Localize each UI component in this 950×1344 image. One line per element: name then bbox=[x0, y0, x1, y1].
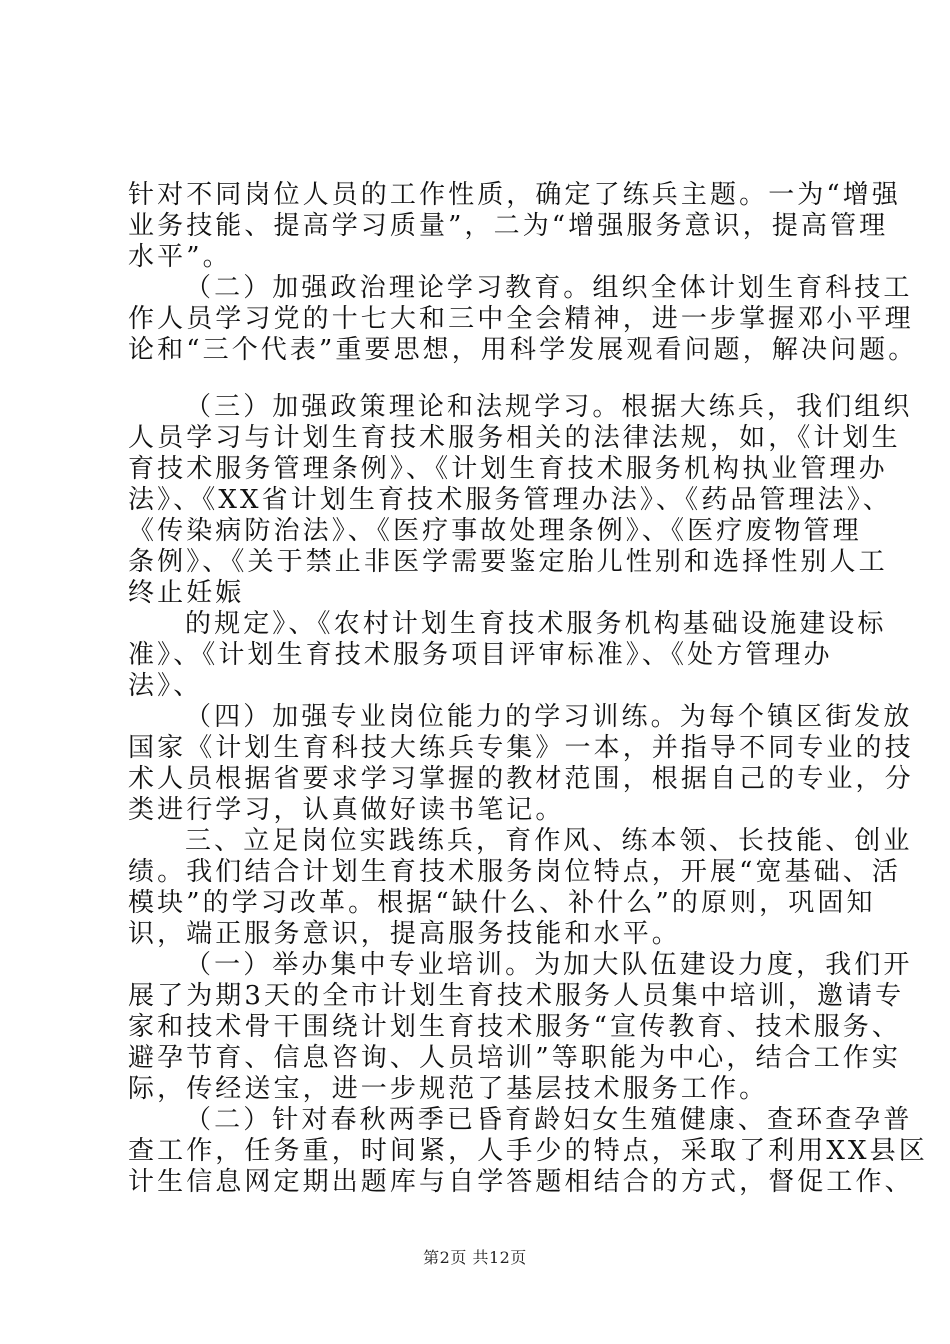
text-line: 查工作，任务重，时间紧，人手少的特点，采取了利用XX县区 bbox=[128, 1136, 928, 1166]
text-line: 水平”。 bbox=[128, 242, 232, 272]
text-line: 国家《计划生育科技大练兵专集》一本，并指导不同专业的技 bbox=[128, 733, 914, 763]
text-line: 类进行学习，认真做好读书笔记。 bbox=[128, 795, 565, 825]
text-line: （二）加强政治理论学习教育。组织全体计划生育科技工 bbox=[185, 273, 913, 303]
text-line: 术人员根据省要求学习掌握的教材范围，根据自己的专业，分 bbox=[128, 764, 914, 794]
text-line: （二）针对春秋两季已昏育龄妇女生殖健康、查环查孕普 bbox=[185, 1105, 913, 1135]
text-line: 三、立足岗位实践练兵，育作风、练本领、长技能、创业 bbox=[185, 826, 913, 856]
text-line: （三）加强政策理论和法规学习。根据大练兵，我们组织 bbox=[185, 392, 913, 422]
text-line: 准》、《计划生育技术服务项目评审标准》、《处方管理办 bbox=[128, 640, 833, 670]
page-footer: 第2页 共12页 bbox=[423, 1248, 527, 1267]
text-line: 识，端正服务意识，提高服务技能和水平。 bbox=[128, 919, 681, 949]
text-line: 针对不同岗位人员的工作性质，确定了练兵主题。一为“增强 bbox=[128, 180, 901, 210]
text-line: （四）加强专业岗位能力的学习训练。为每个镇区街发放 bbox=[185, 702, 913, 732]
text-line: 法》、《XX省计划生育技术服务管理办法》、《药品管理法》、 bbox=[128, 485, 892, 515]
text-line: 论和“三个代表”重要思想，用科学发展观看问题，解决问题。 bbox=[128, 335, 918, 365]
text-line: 避孕节育、信息咨询、人员培训”等职能为中心，结合工作实 bbox=[128, 1043, 901, 1073]
text-line: 计生信息网定期出题库与自学答题相结合的方式，督促工作、 bbox=[128, 1167, 914, 1197]
text-line: 际，传经送宝，进一步规范了基层技术服务工作。 bbox=[128, 1074, 769, 1104]
text-line: 人员学习与计划生育技术服务相关的法律法规，如，《计划生 bbox=[128, 423, 901, 453]
text-line: 业务技能、提高学习质量”，二为“增强服务意识，提高管理 bbox=[128, 211, 889, 241]
text-line: 育技术服务管理条例》、《计划生育技术服务机构执业管理办 bbox=[128, 454, 888, 484]
text-line: 作人员学习党的十七大和三中全会精神，进一步掌握邓小平理 bbox=[128, 304, 914, 334]
text-line: 家和技术骨干围绕计划生育技术服务“宣传教育、技术服务、 bbox=[128, 1012, 901, 1042]
text-line: 模块”的学习改革。根据“缺什么、补什么”的原则，巩固知 bbox=[128, 888, 876, 918]
text-line: 终止妊娠 bbox=[128, 578, 245, 608]
text-line: （一）举办集中专业培训。为加大队伍建设力度，我们开 bbox=[185, 950, 913, 980]
text-line: 法》、 bbox=[128, 671, 203, 701]
text-line: 展了为期3天的全市计划生育技术服务人员集中培训，邀请专 bbox=[128, 981, 905, 1011]
text-line: 条例》、《关于禁止非医学需要鉴定胎儿性别和选择性别人工 bbox=[128, 547, 888, 577]
text-line: 绩。我们结合计划生育技术服务岗位特点，开展“宽基础、活 bbox=[128, 857, 901, 887]
text-line: 《传染病防治法》、《医疗事故处理条例》、《医疗废物管理 bbox=[128, 516, 862, 546]
text-line: 的规定》、《农村计划生育技术服务机构基础设施建设标 bbox=[185, 609, 887, 639]
